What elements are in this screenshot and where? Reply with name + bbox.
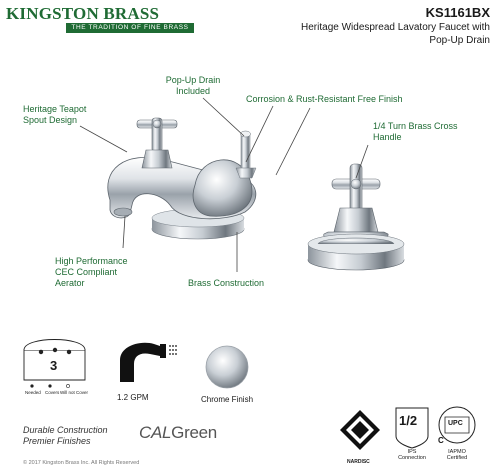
ips-fraction: 1/2 [399,413,418,428]
upc-label-line-1: IAPMO [448,449,466,455]
brand-tagline: THE TRADITION OF FINE BRASS [66,23,194,33]
ips-connection-label [397,449,427,461]
nardisc-label: NARDISC [347,459,370,465]
spout-body [108,131,256,239]
callout-spout-line-2: Spout Design [23,115,78,125]
copyright-text: © 2017 Kingston Brass Inc. All Rights Reserved [23,460,140,466]
callout-aerator-line-1: High Performance [55,256,128,266]
hole-label-covers: Covers [45,390,60,395]
callout-handle-line-2: Handle [373,132,402,142]
upc-c-mark: C [438,436,444,445]
callout-aerator-line-3: Aerator [55,278,85,288]
water-flow-icon [120,343,177,382]
callout-spout-line-1: Heritage Teapot [23,104,87,114]
upc-certified-label [440,449,474,461]
callout-aerator [55,256,128,289]
upc-text: UPC [448,420,463,427]
calgreen-logo [139,423,217,443]
brand-logo: KINGSTON BRASS [6,4,160,23]
chrome-swatch [206,346,248,388]
calgreen-cal: CAL [139,423,172,442]
callout-corrosion: Corrosion & Rust-Resistant Free Finish [246,94,403,104]
gpm-label: 1.2 GPM [117,393,149,402]
callout-handle [373,121,458,143]
durable-line-1: Durable Construction [23,425,108,435]
upc-label-line-2: Certified [446,455,468,461]
callout-handle-line-1: 1/4 Turn Brass Cross [373,121,458,131]
callout-construction: Brass Construction [188,278,265,288]
calgreen-green: Green [171,423,217,442]
callout-aerator-line-2: CEC Compliant [55,267,118,277]
chrome-finish-label: Chrome Finish [201,395,254,404]
title-line-1: Heritage Widespread Lavatory Faucet with [301,22,490,33]
ips-label-line-2: Connection [398,455,426,461]
title-line-2: Pop-Up Drain [429,35,490,46]
callout-popup-drain-line-1: Pop-Up Drain [165,75,221,85]
callout-spout [23,104,86,126]
callout-popup-drain [150,75,236,97]
callout-popup-drain-line-2: Included [175,86,211,96]
hole-label-will-not-cover: Will not Cover [60,390,89,395]
ips-label-line-1: IPS [407,449,417,455]
hole-count: 3 [50,358,58,373]
hole-label-needed: Needed [25,390,41,395]
right-cross-handle [308,164,404,270]
nardisc-icon [340,410,380,450]
durable-line-2: Premier Finishes [23,436,91,446]
model-number: KS1161BX [425,5,490,20]
durable-construction-text [23,425,108,447]
